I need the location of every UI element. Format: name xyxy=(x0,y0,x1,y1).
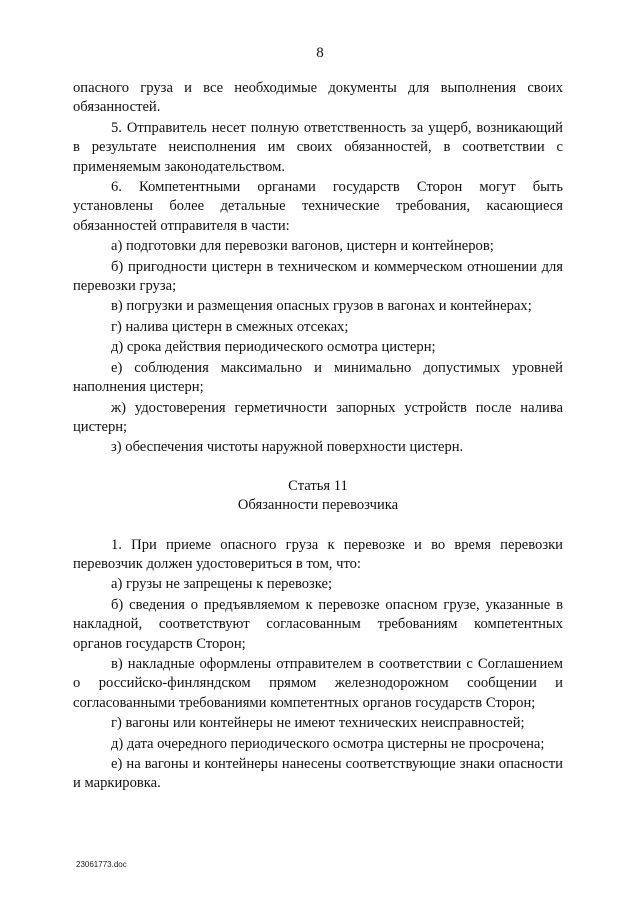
paragraphs-bottom xyxy=(73,536,563,794)
paragraph: 5. Отправитель несет полную ответственность за ущерб, возникающий в результате неисполнения им своих обязанностей, в соответствии с применяемым законодательством. xyxy=(73,119,563,175)
paragraph: г) вагоны или контейнеры не имеют технических неисправностей; xyxy=(111,715,525,732)
paragraphs-top xyxy=(73,79,563,458)
paragraph: 1. При приеме опасного груза к перевозке и во время перевозки перевозчик должен удостовериться в том, что: xyxy=(73,536,563,572)
article-number: Статья 11 xyxy=(288,477,348,494)
document-body xyxy=(73,79,563,795)
paragraph: 6. Компетентными органами государств Сторон могут быть установлены более детальные технические требования, касающиеся обязанностей отправителя в части: xyxy=(73,179,563,234)
paragraph: г) налива цистерн в смежных отсеках; xyxy=(111,318,349,335)
paragraph: б) сведения о предъявляемом к перевозке опасном грузе, указанные в накладной, соответствуют согласованным требованиям компетентных органов государств Сторон; xyxy=(73,596,563,652)
paragraph: опасного груза и все необходимые документы для выполнения своих обязанностей. xyxy=(73,80,563,116)
paragraph: ж) удостоверения герметичности запорных устройств после налива цистерн; xyxy=(73,399,563,435)
page-number: 8 xyxy=(316,45,324,61)
paragraph: б) пригодности цистерн в техническом и коммерческом отношении для перевозки груза; xyxy=(73,258,563,295)
paragraph: а) грузы не запрещены к перевозке; xyxy=(111,576,333,593)
paragraph: в) накладные оформлены отправителем в соответствии с Соглашением о российско-финляндском прямом железнодорожном сообщении и согласованными требованиями компетентных органов государств Сторон; xyxy=(73,655,563,711)
paragraph: д) дата очередного периодического осмотра цистерны не просрочена; xyxy=(111,735,545,752)
article-heading xyxy=(73,477,563,516)
paragraph: д) срока действия периодического осмотра цистерн; xyxy=(111,339,436,356)
article-title: Обязанности перевозчика xyxy=(237,497,399,514)
file-name-footer: 23061773.doc xyxy=(76,860,127,869)
paragraph: е) на вагоны и контейнеры нанесены соответствующие знаки опасности и маркировка. xyxy=(73,756,563,792)
paragraph: е) соблюдения максимально и минимально допустимых уровней наполнения цистерн; xyxy=(73,359,563,396)
paragraph: в) погрузки и размещения опасных грузов в вагонах и контейнерах; xyxy=(111,298,532,315)
paragraph: а) подготовки для перевозки вагонов, цистерн и контейнеров; xyxy=(111,238,494,255)
paragraph: з) обеспечения чистоты наружной поверхности цистерн. xyxy=(111,439,464,456)
